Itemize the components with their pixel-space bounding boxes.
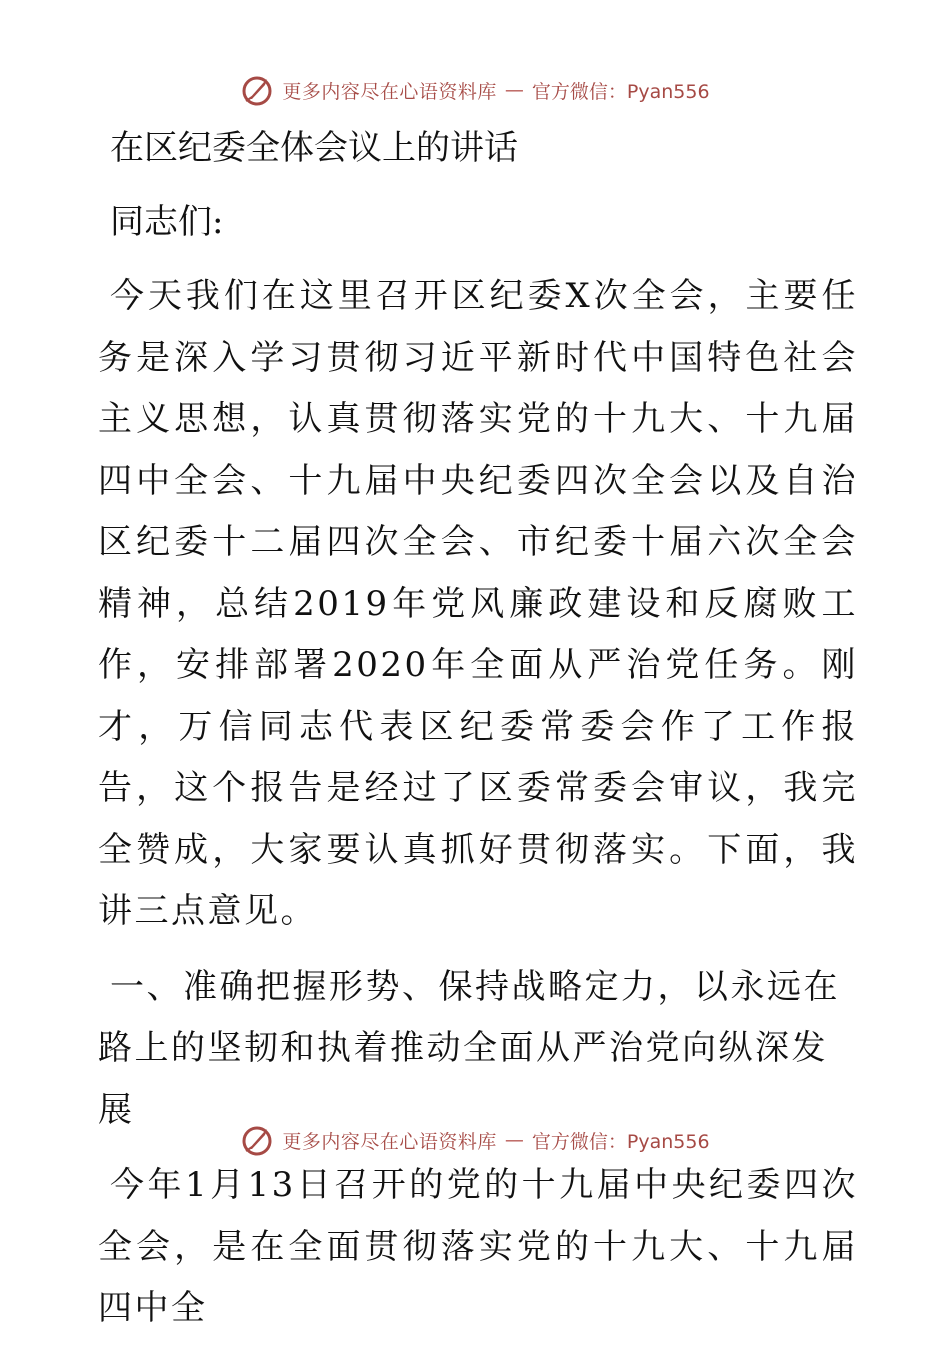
section-paragraph: 今年1月13日召开的党的十九届中央纪委四次全会，是在全面贯彻落实党的十九大、十九届四中全 [98,1165,858,1328]
watermark-footer [0,1120,950,1160]
watermark-separator: — [504,1129,524,1151]
watermark-header [0,70,950,110]
watermark-wechat: 官方微信：Pyan556 [531,80,710,103]
watermark-wechat: 官方微信：Pyan556 [531,1130,710,1153]
section-heading: 一、准确把握形势、保持战略定力，以永远在路上的坚韧和执着推动全面从严治党向纵深发展 [98,966,840,1130]
document-title: 在区纪委全体会议上的讲话 [110,128,518,168]
salutation: 同志们: [110,202,224,242]
paragraph: 今天我们在这里召开区纪委X次全会，主要任务是深入学习贯彻习近平新时代中国特色社会主义思想，认真贯彻落实党的十九大、十九届四中全会、十九届中央纪委四次全会以及自治区纪委十二届四次全会、市纪委十届六次全会精神，总结2019年党风廉政建设和反腐败工作，安排部署2020年全面从严治党任务。刚才，万信同志代表区纪委常委会作了工作报告，这个报告是经过了区委常委会审议，我完全赞成，大家要认真抓好贯彻落实。下面，我讲三点意见。 [98,276,858,931]
watermark-text: 更多内容尽在心语资料库 [282,1130,497,1153]
quill-pen-logo-icon [240,73,274,107]
watermark-separator: — [504,79,524,101]
watermark-text: 更多内容尽在心语资料库 [282,80,497,103]
quill-pen-logo-icon [240,1123,274,1157]
document-body [98,118,858,1354]
